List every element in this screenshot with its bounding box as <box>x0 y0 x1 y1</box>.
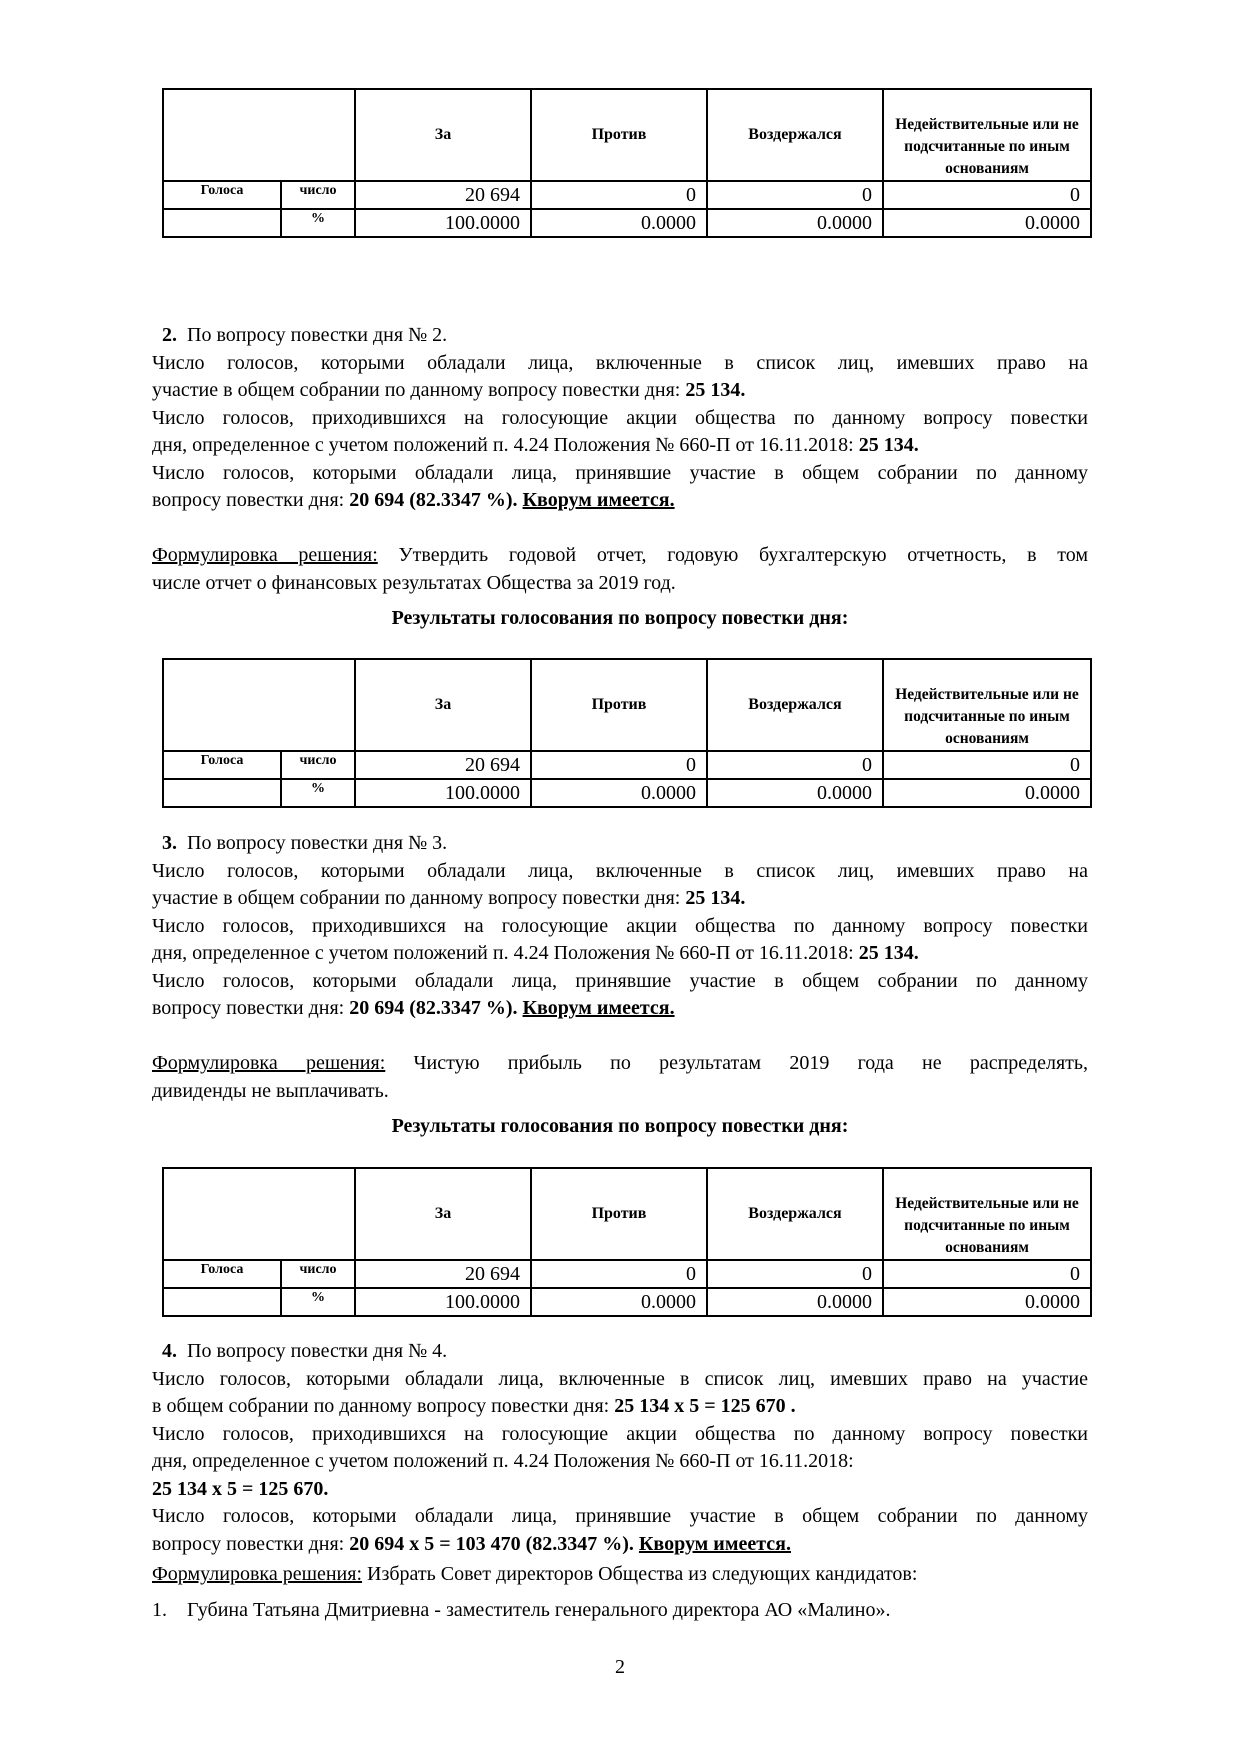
pct-protiv: 0.0000 <box>531 209 707 237</box>
label-chislo: число <box>281 181 355 209</box>
question-3-heading: 3. По вопросу повестки дня № 3. <box>162 832 448 854</box>
count-za: 20 694 <box>355 751 531 779</box>
label-golosa: Голоса <box>163 181 281 209</box>
header-protiv: Против <box>531 1168 707 1260</box>
pct-invalid: 0.0000 <box>883 779 1091 807</box>
q2-participated-line2: вопросу повестки дня: 20 694 (82.3347 %). Кворум имеется. <box>152 489 675 511</box>
count-invalid: 0 <box>883 751 1091 779</box>
q4-voting-shares-line1: Число голосов, приходившихся на голосующие акции общества по данному вопросу повестки <box>152 1422 1088 1445</box>
pct-invalid: 0.0000 <box>883 1288 1091 1316</box>
q2-participated-line1: Число голосов, которыми обладали лица, принявшие участие в общем собрании по данному <box>152 461 1088 484</box>
q2-decision-line1: Формулировка решения: Утвердить годовой отчет, годовую бухгалтерскую отчетность, в том <box>152 544 1089 566</box>
question-3-section <box>152 830 1088 1105</box>
q3-decision-line1: Формулировка решения: Чистую прибыль по результатам 2019 года не распределять, <box>152 1052 1089 1074</box>
count-protiv: 0 <box>531 1260 707 1288</box>
q2-eligible-votes-line2: участие в общем собрании по данному вопросу повестки дня: 25 134. <box>152 379 746 401</box>
pct-za: 100.0000 <box>355 779 531 807</box>
results-title-q3: Результаты голосования по вопросу повестки дня: <box>391 1115 849 1137</box>
count-vozderzhalsya: 0 <box>707 181 883 209</box>
label-pct: % <box>281 779 355 807</box>
q3-eligible-votes-line2: участие в общем собрании по данному вопросу повестки дня: 25 134. <box>152 887 746 909</box>
header-za: За <box>355 1168 531 1260</box>
q3-decision-line2: дивиденды не выплачивать. <box>152 1079 389 1102</box>
q4-eligible-votes-line1: Число голосов, которыми обладали лица, включенные в список лиц, имевших право на участие <box>152 1367 1088 1390</box>
q3-participated-line2: вопросу повестки дня: 20 694 (82.3347 %). Кворум имеется. <box>152 997 675 1019</box>
empty-cell <box>163 1288 281 1316</box>
header-protiv: Против <box>531 89 707 181</box>
header-invalid: Недействительные или не подсчитанные по иным основаниям <box>883 1168 1091 1260</box>
q4-quorum: Кворум имеется. <box>638 1532 791 1555</box>
pct-za: 100.0000 <box>355 209 531 237</box>
count-za: 20 694 <box>355 1260 531 1288</box>
voting-results-table-3 <box>162 1167 1092 1317</box>
q3-eligible-votes-line1: Число голосов, которыми обладали лица, включенные в список лиц, имевших право на <box>152 859 1088 882</box>
q3-quorum: Кворум имеется. <box>522 997 675 1019</box>
label-chislo: число <box>281 751 355 779</box>
header-protiv: Против <box>531 659 707 751</box>
q3-voting-shares-line1: Число голосов, приходившихся на голосующие акции общества по данному вопросу повестки <box>152 914 1088 937</box>
q4-participated-line1: Число голосов, которыми обладали лица, принявшие участие в общем собрании по данному <box>152 1505 1088 1527</box>
count-protiv: 0 <box>531 181 707 209</box>
q4-participated-line2: вопросу повестки дня: 20 694 x 5 = 103 470 (82.3347 %). Кворум имеется. <box>152 1532 791 1555</box>
question-4-heading: 4. По вопросу повестки дня № 4. <box>162 1340 448 1362</box>
pct-invalid: 0.0000 <box>883 209 1091 237</box>
header-za: За <box>355 89 531 181</box>
count-vozderzhalsya: 0 <box>707 751 883 779</box>
pct-vozderzhalsya: 0.0000 <box>707 209 883 237</box>
table-corner-cell <box>163 659 355 751</box>
count-vozderzhalsya: 0 <box>707 1260 883 1288</box>
question-2-section <box>152 322 1088 597</box>
q2-eligible-votes-line1: Число голосов, которыми обладали лица, включенные в список лиц, имевших право на <box>152 351 1088 374</box>
q2-quorum: Кворум имеется. <box>522 489 675 511</box>
label-chislo: число <box>281 1260 355 1288</box>
header-za: За <box>355 659 531 751</box>
voting-results-table-1 <box>162 88 1092 238</box>
pct-za: 100.0000 <box>355 1288 531 1316</box>
pct-protiv: 0.0000 <box>531 779 707 807</box>
count-za: 20 694 <box>355 181 531 209</box>
table-corner-cell <box>163 89 355 181</box>
q2-voting-shares-line2: дня, определенное с учетом положений п. 4.24 Положения № 660-П от 16.11.2018: 25 134. <box>152 434 919 456</box>
q2-voting-shares-line1: Число голосов, приходившихся на голосующие акции общества по данному вопросу повестки <box>152 406 1088 429</box>
header-invalid: Недействительные или не подсчитанные по иным основаниям <box>883 89 1091 181</box>
q4-decision: Формулировка решения: Избрать Совет директоров Общества из следующих кандидатов: <box>152 1563 918 1585</box>
label-golosa: Голоса <box>163 751 281 779</box>
pct-protiv: 0.0000 <box>531 1288 707 1316</box>
page-number: 2 <box>615 1656 625 1678</box>
empty-cell <box>163 209 281 237</box>
header-vozderzhalsya: Воздержался <box>707 1168 883 1260</box>
q4-candidate-1: 1. Губина Татьяна Дмитриевна - заместитель генерального директора АО «Малино». <box>152 1598 891 1621</box>
q3-voting-shares-line2: дня, определенное с учетом положений п. 4.24 Положения № 660-П от 16.11.2018: 25 134. <box>152 942 919 964</box>
q3-participated-line1: Число голосов, которыми обладали лица, принявшие участие в общем собрании по данному <box>152 969 1088 992</box>
q4-eligible-votes-line2: в общем собрании по данному вопросу повестки дня: 25 134 x 5 = 125 670 . <box>152 1395 796 1417</box>
count-invalid: 0 <box>883 181 1091 209</box>
header-vozderzhalsya: Воздержался <box>707 659 883 751</box>
table-corner-cell <box>163 1168 355 1260</box>
empty-cell <box>163 779 281 807</box>
pct-vozderzhalsya: 0.0000 <box>707 1288 883 1316</box>
label-golosa: Голоса <box>163 1260 281 1288</box>
label-pct: % <box>281 209 355 237</box>
pct-vozderzhalsya: 0.0000 <box>707 779 883 807</box>
q2-decision-line2: числе отчет о финансовых результатах Общества за 2019 год. <box>152 571 676 594</box>
voting-results-table-2 <box>162 658 1092 808</box>
count-invalid: 0 <box>883 1260 1091 1288</box>
header-invalid: Недействительные или не подсчитанные по иным основаниям <box>883 659 1091 751</box>
results-title-q2: Результаты голосования по вопросу повестки дня: <box>391 607 849 629</box>
question-4-section <box>152 1338 1088 1624</box>
label-pct: % <box>281 1288 355 1316</box>
question-2-heading: 2. По вопросу повестки дня № 2. <box>162 324 448 346</box>
q4-voting-shares-value: 25 134 x 5 = 125 670. <box>152 1477 329 1500</box>
header-vozderzhalsya: Воздержался <box>707 89 883 181</box>
q4-voting-shares-line2: дня, определенное с учетом положений п. 4.24 Положения № 660-П от 16.11.2018: <box>152 1450 854 1472</box>
count-protiv: 0 <box>531 751 707 779</box>
